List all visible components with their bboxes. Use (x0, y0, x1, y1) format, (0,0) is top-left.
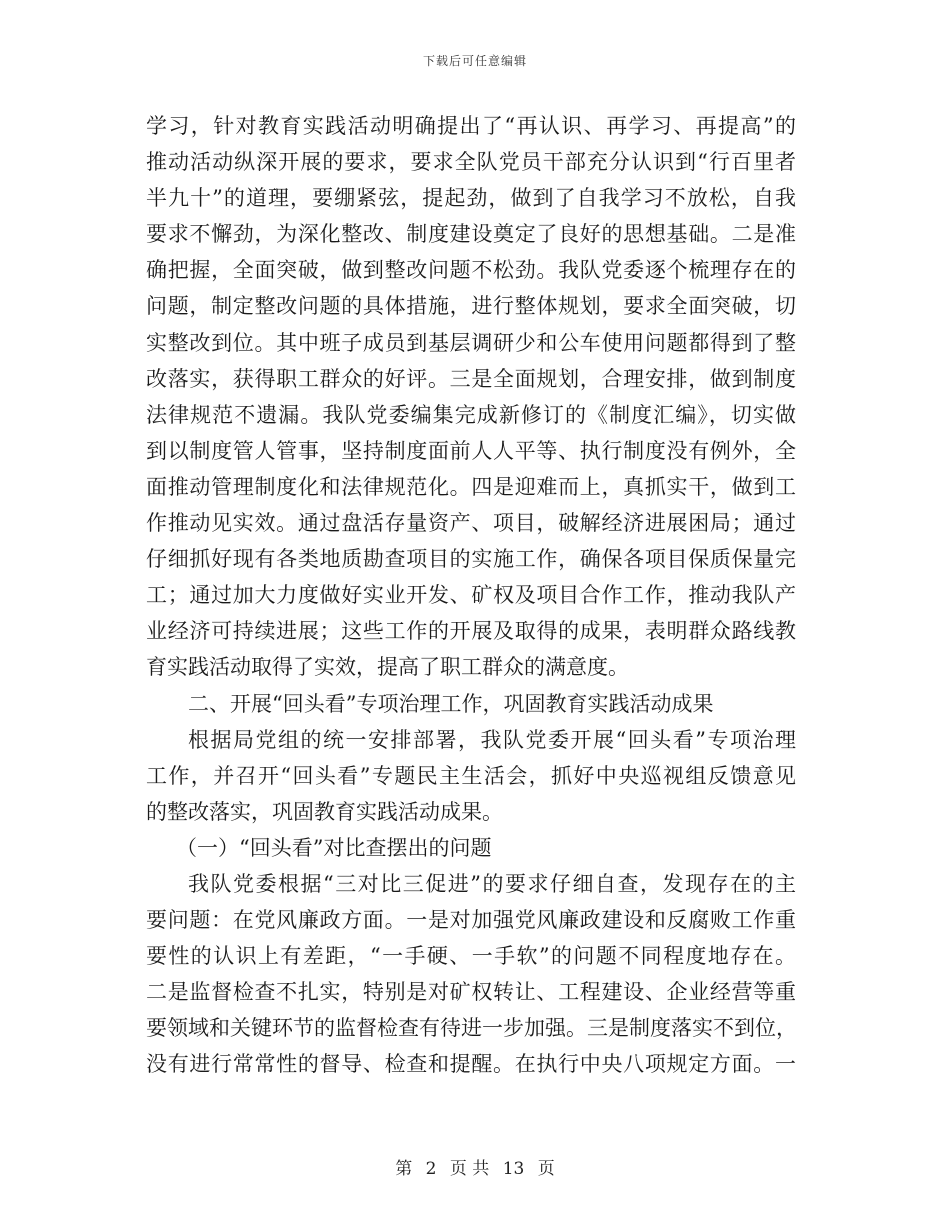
body-line: 根据局党组的统一安排部署，我队党委开展“回头看”专项治理 (188, 727, 796, 752)
footer-middle: 页 共 (449, 1159, 490, 1179)
footer-prefix: 第 (395, 1159, 413, 1179)
body-line: 问题，制定整改问题的具体措施，进行整体规划，要求全面突破，切 (146, 294, 796, 319)
body-line: 育实践活动取得了实效，提高了职工群众的满意度。 (146, 655, 629, 680)
body-line: 业经济可持续进展；这些工作的开展及取得的成果，表明群众路线教 (146, 619, 796, 644)
document-body (146, 108, 796, 1083)
body-line: 学习，针对教育实践活动明确提出了“再认识、再学习、再提高”的 (146, 114, 796, 138)
body-line: 确把握，全面突破，做到整改问题不松劲。我队党委逐个梳理存在的 (146, 258, 796, 283)
body-line: 工作，并召开“回头看”专题民主生活会，抓好中央巡视组反馈意见 (146, 763, 796, 788)
subsection-heading: （一）“回头看”对比查摆出的问题 (176, 835, 492, 860)
body-line: 要问题：在党风廉政方面。一是对加强党风廉政建设和反腐败工作重 (146, 908, 796, 933)
body-line: 法律规范不遗漏。我队党委编集完成新修订的《制度汇编》，切实做 (146, 402, 796, 427)
body-line: 推动活动纵深开展的要求，要求全队党员干部充分认识到“行百里者 (146, 150, 796, 175)
body-line: 实整改到位。其中班子成员到基层调研少和公车使用问题都得到了整 (146, 330, 796, 355)
body-line: 仔细抓好现有各类地质勘查项目的实施工作，确保各项目保质保量完 (146, 547, 796, 572)
body-line: 要求不懈劲，为深化整改、制度建设奠定了良好的思想基础。二是准 (146, 222, 796, 247)
body-line: 改落实，获得职工群众的好评。三是全面规划，合理安排，做到制度 (146, 366, 796, 391)
total-page-count: 13 (502, 1159, 525, 1179)
body-line: 工；通过加大力度做好实业开发、矿权及项目合作工作，推动我队产 (146, 583, 796, 608)
body-line: 要领域和关键环节的监督检查有待进一步加强。三是制度落实不到位， (146, 1016, 797, 1041)
body-line: 的整改落实，巩固教育实践活动成果。 (146, 799, 503, 824)
current-page-number: 2 (425, 1159, 437, 1179)
footer-suffix: 页 (537, 1159, 555, 1179)
body-line: 半九十”的道理，要绷紧弦，提起劲，做到了自我学习不放松，自我 (146, 186, 796, 211)
body-line: 我队党委根据“三对比三促进”的要求仔细自查，发现存在的主 (188, 871, 796, 896)
body-line: 没有进行常常性的督导、检查和提醒。在执行中央八项规定方面。一 (146, 1052, 796, 1077)
body-line: 到以制度管人管事，坚持制度面前人人平等、执行制度没有例外，全 (146, 438, 796, 463)
body-line: 要性的认识上有差距，“一手硬、一手软”的问题不同程度地存在。 (146, 944, 796, 969)
page-header: 下载后可任意编辑 (422, 54, 527, 68)
section-heading: 二、开展“回头看”专项治理工作，巩固教育实践活动成果 (188, 691, 714, 716)
body-line: 面推动管理制度化和法律规范化。四是迎难而上，真抓实干，做到工 (146, 474, 796, 499)
body-line: 作推动见实效。通过盘活存量资产、项目，破解经济进展困局；通过 (146, 511, 796, 536)
body-line: 二是监督检查不扎实，特别是对矿权转让、工程建设、企业经营等重 (146, 980, 796, 1005)
page-footer (0, 1154, 950, 1179)
